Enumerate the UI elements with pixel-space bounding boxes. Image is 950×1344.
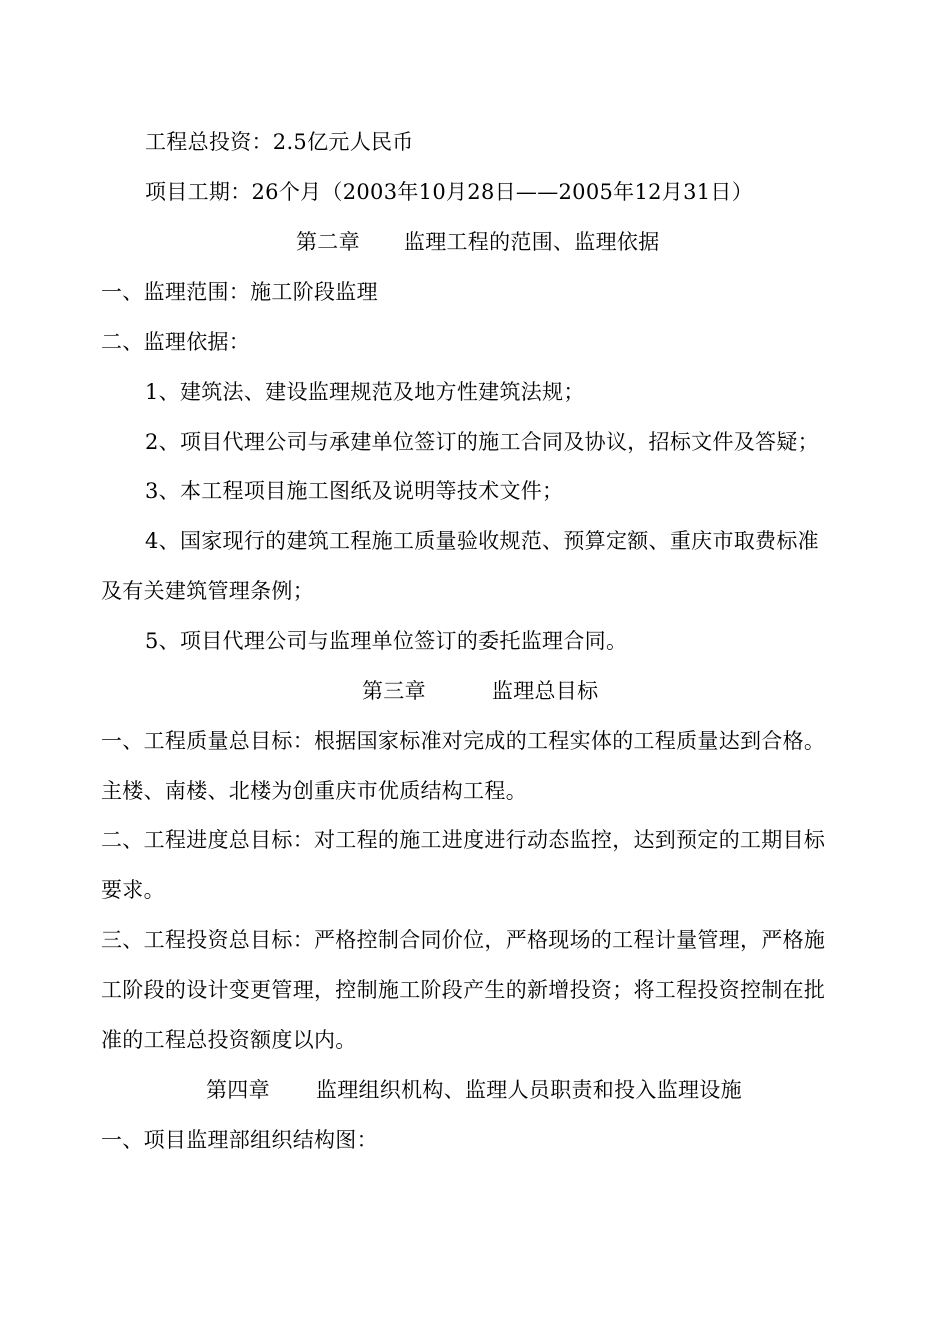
basis-item-2: 2、项目代理公司与承建单位签订的施工合同及协议，招标文件及答疑；	[145, 430, 819, 454]
quality-goal-line-2: 主楼、南楼、北楼为创重庆市优质结构工程。	[101, 779, 527, 803]
org-heading: 一、项目监理部组织结构图：	[101, 1128, 378, 1152]
chapter-3-number: 第三章	[362, 679, 426, 703]
investment-goal-line-3: 准的工程总投资额度以内。	[101, 1028, 357, 1052]
period-line: 项目工期：26个月（2003年10月28日——2005年12月31日）	[145, 180, 753, 204]
basis-heading: 二、监理依据：	[101, 330, 251, 354]
chapter-3-heading	[362, 677, 598, 705]
basis-item-4-cont: 及有关建筑管理条例；	[101, 579, 314, 603]
chapter-3-title: 监理总目标	[491, 679, 599, 703]
chapter-2-heading	[296, 228, 660, 256]
chapter-2-number: 第二章	[296, 230, 360, 254]
investment-goal-line-1: 三、工程投资总目标：严格控制合同价位，严格现场的工程计量管理，严格施	[101, 928, 826, 952]
chapter-4-title: 监理组织机构、监理人员职责和投入监理设施	[315, 1078, 742, 1102]
basis-item-4: 4、国家现行的建筑工程施工质量验收规范、预算定额、重庆市取费标准	[145, 529, 819, 553]
basis-item-1: 1、建筑法、建设监理规范及地方性建筑法规；	[145, 380, 585, 404]
investment-line: 工程总投资：2.5亿元人民币	[145, 130, 414, 154]
progress-goal-line-1: 二、工程进度总目标：对工程的施工进度进行动态监控，达到预定的工期目标	[101, 828, 826, 852]
chapter-4-heading	[206, 1076, 742, 1104]
investment-goal-line-2: 工阶段的设计变更管理，控制施工阶段产生的新增投资；将工程投资控制在批	[101, 978, 826, 1002]
basis-item-5: 5、项目代理公司与监理单位签订的委托监理合同。	[145, 629, 628, 653]
basis-item-3: 3、本工程项目施工图纸及说明等技术文件；	[145, 479, 564, 503]
chapter-4-number: 第四章	[206, 1078, 270, 1102]
chapter-2-title: 监理工程的范围、监理依据	[403, 230, 660, 254]
scope-line: 一、监理范围：施工阶段监理	[101, 280, 378, 304]
quality-goal-line-1: 一、工程质量总目标：根据国家标准对完成的工程实体的工程质量达到合格。	[101, 729, 826, 753]
progress-goal-line-2: 要求。	[101, 878, 165, 902]
